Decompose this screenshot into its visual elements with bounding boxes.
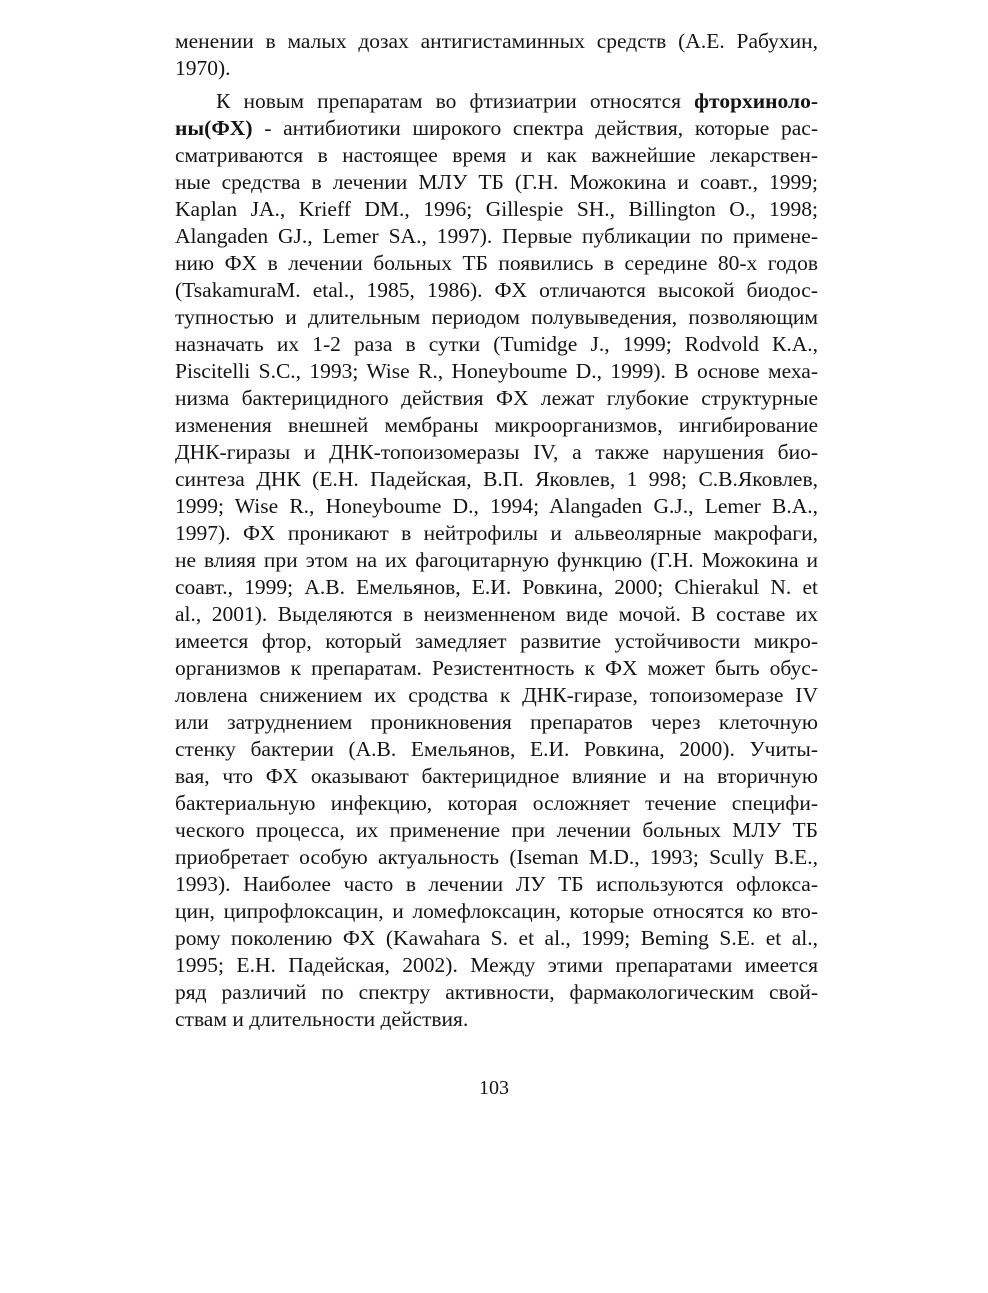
text-line: низма бактерицидного действия ФХ лежат глубокие структурные [175, 386, 818, 410]
page-number: 103 [479, 1077, 509, 1099]
text-line: изменения внешней мембраны микроорганизмов, ингибирование [175, 413, 818, 437]
text-line: 1993). Наиболее часто в лечении ЛУ ТБ используются офлокса- [175, 872, 818, 896]
text-line: не влияя при этом на их фагоцитарную функцию (Г.Н. Можокина и [175, 548, 818, 572]
text-line: назначать их 1-2 раза в сутки (Tumidge J., 1999; Rodvold К.А., [175, 332, 818, 356]
text-line: 1999; Wise R., Honeyboume D., 1994; Alangaden G.J., Lemer B.A., [175, 494, 818, 518]
text-line: вая, что ФХ оказывают бактерицидное влияние и на вторичную [175, 764, 818, 788]
text-line: стенку бактерии (А.В. Емельянов, Е.И. Ровкина, 2000). Учиты- [175, 737, 818, 761]
text-line: тупностью и длительным периодом полувыведения, позволяющим [175, 305, 818, 329]
text-line: менении в малых дозах антигистаминных средств (А.Е. Рабухин, [175, 29, 818, 53]
text-line: ные средства в лечении МЛУ ТБ (Г.Н. Можокина и соавт., 1999; [175, 170, 818, 194]
body-text [175, 28, 818, 1033]
text-line: имеется фтор, который замедляет развитие устойчивости микро- [175, 629, 818, 653]
bold-term: ны(ФХ) [175, 116, 253, 140]
text-line: Alangaden GJ., Lemer SA., 1997). Первые публикации по примене- [175, 224, 818, 248]
line-text: - антибиотики широкого спектра действия, которые рас- [252, 116, 818, 140]
text-line: ческого процесса, их применение при лечении больных МЛУ ТБ [175, 818, 818, 842]
text-line [175, 88, 818, 115]
text-line: соавт., 1999; А.В. Емельянов, Е.И. Ровкина, 2000; Chierakul N. et [175, 575, 818, 599]
text-line: или затруднением проникновения препаратов через клеточную [175, 710, 818, 734]
text-line: 1995; Е.Н. Падейская, 2002). Между этими препаратами имеется [175, 953, 818, 977]
line-text: К новым препаратам во фтизиатрии относятся [216, 89, 695, 113]
text-line: ряд различий по спектру активности, фармакологическим свой- [175, 980, 818, 1004]
text-line [175, 115, 818, 142]
text-line: сматриваются в настоящее время и как важнейшие лекарствен- [175, 143, 818, 167]
text-line: рому поколению ФХ (Kawahara S. et al., 1999; Beming S.E. et al., [175, 926, 818, 950]
paragraph-2 [175, 88, 818, 1033]
text-line: Kaplan JA., Krieff DM., 1996; Gillespie SH., Billington O., 1998; [175, 197, 818, 221]
text-line: бактериальную инфекцию, которая осложняет течение специфи- [175, 791, 818, 815]
bold-term: фторхиноло- [694, 89, 818, 113]
text-line: ДНК-гиразы и ДНК-топоизомеразы IV, а также нарушения био- [175, 440, 818, 464]
text-line: приобретает особую актуальность (Iseman M.D., 1993; Scully B.E., [175, 845, 818, 869]
paragraph-1 [175, 28, 818, 82]
text-line: Piscitelli S.C., 1993; Wise R., Honeyboume D., 1999). В основе меха- [175, 359, 818, 383]
text-line: нию ФХ в лечении больных ТБ появились в середине 80-х годов [175, 251, 818, 275]
text-line: al., 2001). Выделяются в неизменненом виде мочой. В составе их [175, 602, 818, 626]
text-line: ловлена снижением их сродства к ДНК-гиразе, топоизомеразе IV [175, 683, 818, 707]
text-line: 1970). [175, 56, 231, 80]
text-line: организмов к препаратам. Резистентность к ФХ может быть обус- [175, 656, 818, 680]
text-line: 1997). ФХ проникают в нейтрофилы и альвеолярные макрофаги, [175, 521, 818, 545]
text-line: синтеза ДНК (Е.Н. Падейская, В.П. Яковлев, 1 998; С.В.Яковлев, [175, 467, 818, 491]
text-line: цин, ципрофлоксацин, и ломефлоксацин, которые относятся ко вто- [175, 899, 818, 923]
text-line: (TsakamuraM. etal., 1985, 1986). ФХ отличаются высокой биодос- [175, 278, 818, 302]
text-line: ствам и длительности действия. [175, 1007, 469, 1031]
